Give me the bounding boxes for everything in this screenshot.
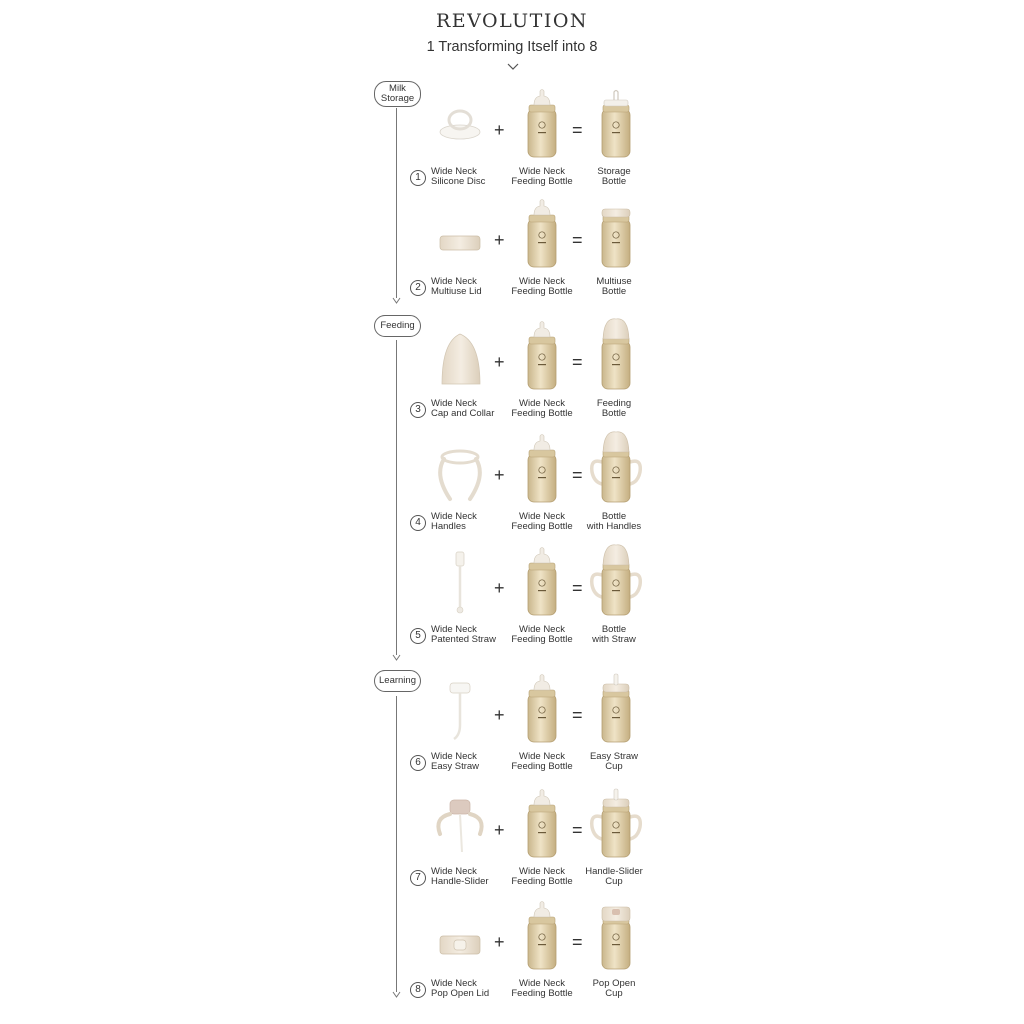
plus-sign: +: [494, 820, 505, 840]
easy-straw-cup-icon: [588, 669, 644, 747]
timeline-line-feeding: [396, 340, 397, 655]
bottle-label: Wide Neck Feeding Bottle: [511, 624, 573, 645]
step-row-2: [410, 194, 660, 304]
part-label: Wide Neck Silicone Disc: [431, 166, 486, 187]
result-label: Easy Straw Cup: [589, 751, 639, 772]
storage-bottle-icon: [588, 84, 644, 162]
bottle-label: Wide Neck Feeding Bottle: [511, 866, 573, 887]
bottle-label: Wide Neck Feeding Bottle: [511, 978, 573, 999]
part-label: Wide Neck Handle-Slider: [431, 866, 489, 887]
feeding-bottle-icon: [514, 316, 570, 394]
equals-sign: =: [572, 820, 583, 840]
feeding-bottle-icon: [514, 669, 570, 747]
plus-sign: +: [494, 932, 505, 952]
equals-sign: =: [572, 465, 583, 485]
result-label: Bottle with Handles: [586, 511, 642, 532]
cap-collar-icon: [432, 320, 488, 392]
step-number: 4: [410, 515, 426, 531]
equals-sign: =: [572, 578, 583, 598]
page-title: REVOLUTION: [435, 10, 589, 32]
multiuse-bottle-icon: [588, 194, 644, 272]
step-row-4: [410, 429, 660, 539]
arrow-down-icon: [392, 297, 401, 304]
section-label-learning: Learning: [374, 670, 421, 692]
timeline-line-learning: [396, 696, 397, 992]
plus-sign: +: [494, 705, 505, 725]
page-subtitle: 1 Transforming Itself into 8: [426, 39, 598, 55]
equals-sign: =: [572, 120, 583, 140]
bottle-label: Wide Neck Feeding Bottle: [511, 166, 573, 187]
step-number: 6: [410, 755, 426, 771]
plus-sign: +: [494, 465, 505, 485]
step-number: 2: [410, 280, 426, 296]
step-row-3: [410, 316, 660, 426]
easy-straw-icon: [432, 673, 488, 745]
chevron-down-icon: [506, 62, 520, 72]
section-label-milk-storage: Milk Storage: [374, 81, 421, 107]
equals-sign: =: [572, 230, 583, 250]
timeline-line-milk-storage: [396, 108, 397, 298]
part-label: Wide Neck Patented Straw: [431, 624, 496, 645]
equals-sign: =: [572, 705, 583, 725]
equals-sign: =: [572, 932, 583, 952]
step-number: 1: [410, 170, 426, 186]
plus-sign: +: [494, 120, 505, 140]
part-label: Wide Neck Easy Straw: [431, 751, 480, 772]
bottle-label: Wide Neck Feeding Bottle: [511, 751, 573, 772]
step-row-7: [410, 784, 660, 894]
pop-open-cup-icon: [588, 896, 644, 974]
feeding-bottle-icon: [514, 84, 570, 162]
handles-icon: [432, 433, 488, 505]
feeding-bottle-icon: [514, 194, 570, 272]
part-label: Wide Neck Pop Open Lid: [431, 978, 490, 999]
feeding-bottle-icon: [514, 896, 570, 974]
step-number: 7: [410, 870, 426, 886]
step-number: 3: [410, 402, 426, 418]
feeding-bottle-capped-icon: [588, 316, 644, 394]
step-number: 5: [410, 628, 426, 644]
plus-sign: +: [494, 352, 505, 372]
bottle-label: Wide Neck Feeding Bottle: [511, 276, 573, 297]
step-row-1: [410, 84, 660, 194]
result-label: Feeding Bottle: [596, 398, 632, 419]
equals-sign: =: [572, 352, 583, 372]
result-label: Storage Bottle: [597, 166, 631, 187]
feeding-bottle-icon: [514, 784, 570, 862]
patented-straw-icon: [432, 546, 488, 618]
section-label-feeding: Feeding: [374, 315, 421, 337]
step-row-6: [410, 669, 660, 779]
result-label: Pop Open Cup: [592, 978, 636, 999]
feeding-bottle-icon: [514, 542, 570, 620]
arrow-down-icon: [392, 991, 401, 998]
multiuse-lid-icon: [432, 198, 488, 270]
step-row-8: [410, 896, 660, 1006]
bottle-label: Wide Neck Feeding Bottle: [511, 511, 573, 532]
part-label: Wide Neck Handles: [431, 511, 477, 532]
result-label: Multiuse Bottle: [596, 276, 632, 297]
result-label: Bottle with Straw: [592, 624, 636, 645]
step-number: 8: [410, 982, 426, 998]
silicone-disc-icon: [432, 88, 488, 160]
plus-sign: +: [494, 230, 505, 250]
plus-sign: +: [494, 578, 505, 598]
handle-slider-cup-icon: [588, 784, 644, 862]
feeding-bottle-icon: [514, 429, 570, 507]
arrow-down-icon: [392, 654, 401, 661]
bottle-with-straw-icon: [588, 542, 644, 620]
bottle-with-handles-icon: [588, 429, 644, 507]
part-label: Wide Neck Cap and Collar: [431, 398, 495, 419]
result-label: Handle-Slider Cup: [585, 866, 643, 887]
bottle-label: Wide Neck Feeding Bottle: [511, 398, 573, 419]
pop-open-lid-icon: [432, 900, 488, 972]
step-row-5: [410, 542, 660, 652]
part-label: Wide Neck Multiuse Lid: [431, 276, 482, 297]
handle-slider-icon: [432, 788, 488, 860]
